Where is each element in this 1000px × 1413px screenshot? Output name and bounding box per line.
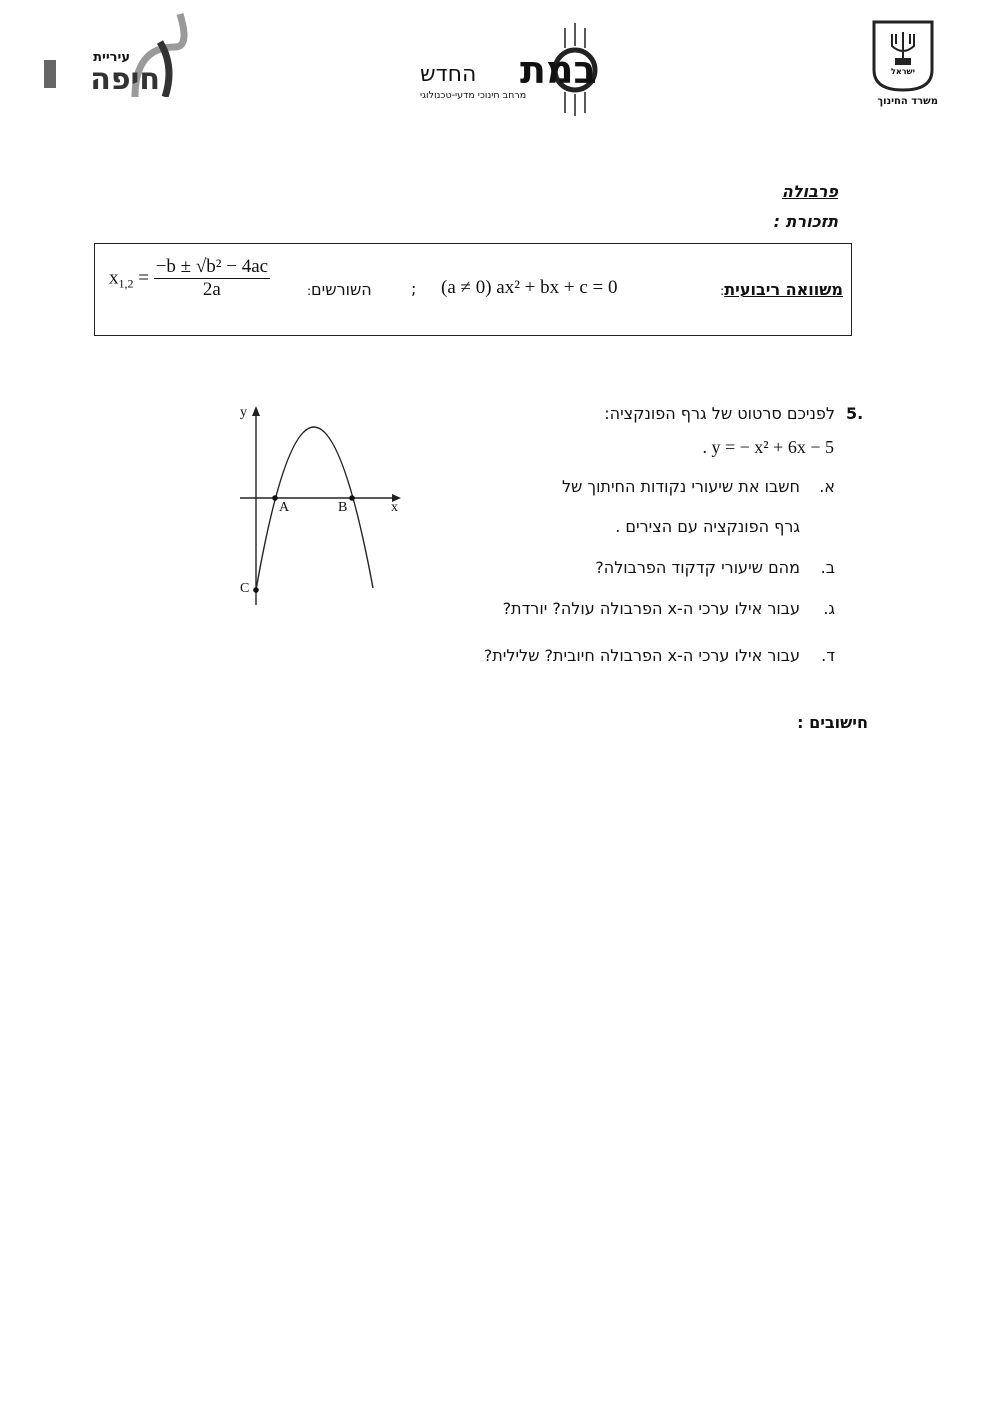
graph-point-c: C [240, 581, 250, 596]
quadratic-label [720, 280, 843, 299]
graph-point-a: A [279, 500, 290, 515]
bamat-title1: במת [520, 48, 597, 92]
part-d-letter: ד. [821, 646, 835, 665]
formula-lhs: x [109, 267, 119, 289]
part-c-text: עבור אילו ערכי ה-x הפרבולה עולה? יורדת? [502, 599, 800, 618]
calculations-label: חישובים : [797, 713, 868, 732]
part-a-text: חשבו את שיעורי נקודות החיתוך של [561, 477, 800, 496]
ministry-caption: משרד החינוך [877, 96, 938, 107]
separator: ; [411, 279, 417, 298]
quadratic-formula: $x_{1,2}$ = $\frac{\text{−b ± √b² − 4ac}}{2a}$ [109, 256, 269, 300]
question-number: 5. [846, 404, 864, 423]
graph-point-b: B [338, 500, 348, 515]
part-b-text: מהם שיעורי קדקוד הפרבולה? [595, 558, 800, 577]
part-a-letter: א. [819, 477, 835, 496]
parabola-curve [256, 427, 373, 590]
point-b-marker [349, 495, 355, 501]
roots-colon: : [307, 284, 312, 298]
roots-label-text: השורשים [311, 280, 372, 299]
graph-x-label: x [391, 500, 398, 515]
part-c-letter: ג. [823, 599, 835, 618]
ministry-of-education-logo [868, 20, 938, 115]
quadratic-equation: (a ≠ 0) ax² + bx + c = 0 [441, 277, 618, 298]
formula-sub: 1,2 [118, 276, 134, 291]
question-function: . y = − x² + 6x − 5 [702, 437, 834, 457]
page-title: פרבולה [781, 182, 838, 201]
haifa-logo-line1: עיריית [93, 50, 130, 65]
point-c-marker [253, 587, 259, 593]
y-axis-arrow-icon [252, 406, 260, 416]
parabola-graph [0, 0, 420, 620]
bamat-subtitle: מרחב חינוכי מדעי-טכנולוגי [420, 90, 527, 101]
part-d-text: עבור אילו ערכי ה-x הפרבולה חיובית? שלילית? [483, 646, 800, 665]
bamat-title2: החדש [420, 62, 477, 87]
graph-y-label: y [240, 405, 247, 420]
bamat-logo [415, 18, 620, 118]
haifa-logo-line2: חיפה [90, 62, 160, 97]
part-b-letter: ב. [820, 558, 835, 577]
formula-numerator: −b ± √b² − 4ac [155, 256, 269, 277]
quadratic-colon: : [720, 284, 725, 298]
state-emblem-icon [872, 20, 934, 92]
reminder-label: תזכורת : [773, 212, 838, 231]
quadratic-label-text: משוואה ריבועית [724, 280, 843, 299]
point-a-marker [272, 495, 278, 501]
formula-denominator: 2a [202, 279, 221, 300]
emblem-text: ישראל [891, 67, 915, 76]
question-intro: לפניכם סרטוט של גרף הפונקציה: [604, 404, 835, 423]
part-a-text2: גרף הפונקציה עם הצירים . [615, 517, 800, 536]
